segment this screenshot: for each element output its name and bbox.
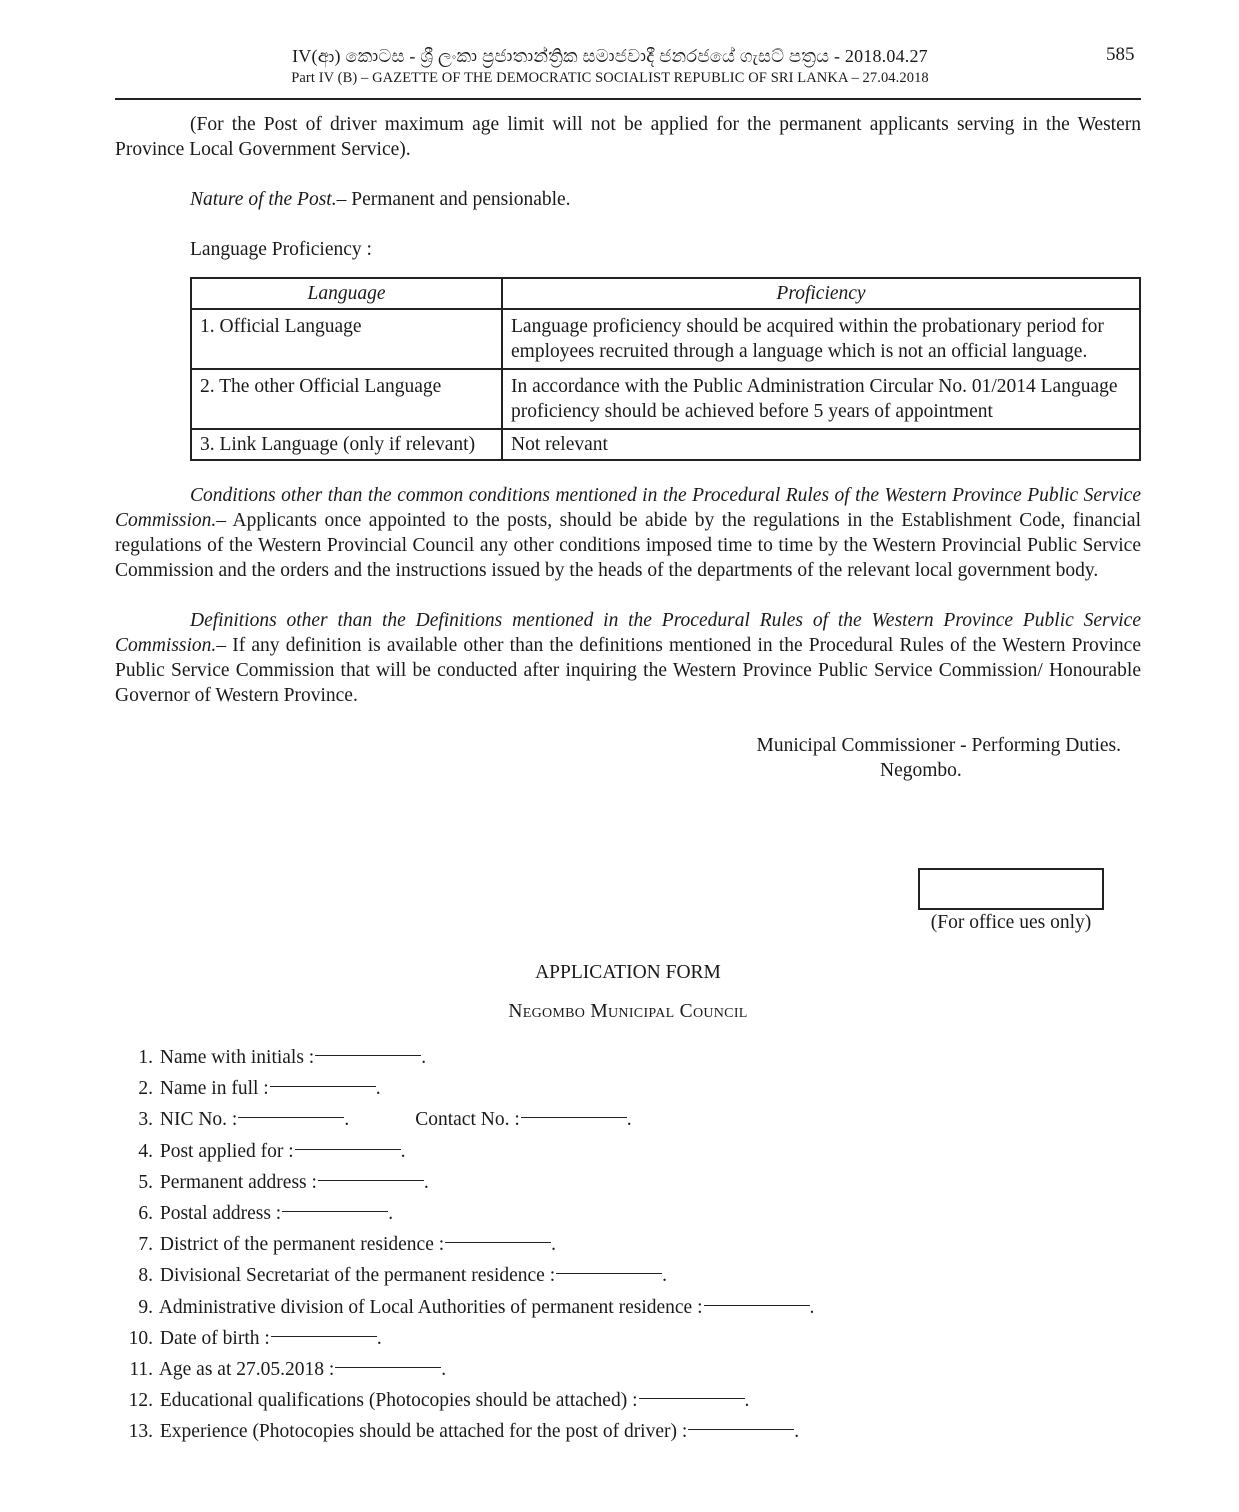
definitions-text: – If any definition is available other than the definitions mentioned in the Procedural Rules of the Western Province Public Service Commission that will be conducted after inquiring the Western Province Public Service Commission/ Honourable Governor of Western Province. bbox=[115, 635, 1141, 706]
header-english-line: Part IV (B) – GAZETTE OF THE DEMOCRATIC SOCIALIST REPUBLIC OF SRI LANKA – 27.04.2018 bbox=[291, 70, 929, 86]
form-item: 7. District of the permanent residence : . bbox=[115, 1232, 1141, 1263]
gazette-header bbox=[0, 0, 1239, 104]
page-number: 585 bbox=[1106, 44, 1135, 65]
fill-in-line bbox=[556, 1273, 662, 1274]
table-header-proficiency: Proficiency bbox=[502, 278, 1140, 309]
form-item: 9. Administrative division of Local Authorities of permanent residence : . bbox=[115, 1295, 1141, 1326]
fill-in-line bbox=[295, 1149, 401, 1150]
form-item: 12. Educational qualifications (Photocopies should be attached) : . bbox=[115, 1388, 1141, 1419]
item-number: 11. bbox=[129, 1358, 153, 1380]
item-number: 6. bbox=[138, 1202, 153, 1224]
definitions-label: Definitions other than the Definitions mentioned in the Procedural Rules of the Western Province Public Service Commission. bbox=[115, 610, 1141, 656]
signature-title: Municipal Commissioner - Performing Duties. bbox=[756, 735, 1121, 756]
table-row bbox=[191, 429, 1140, 460]
item-number: 7. bbox=[138, 1234, 153, 1256]
header-sinhala-line: IV(ආ) කොටස - ශ්‍රී ලංකා ප්‍රජාතාන්ත්‍රික සමාජවාදී ජනරජයේ ගැසට් පත්‍රය - 2018.04.27 bbox=[292, 46, 928, 66]
table-cell-language: 2. The other Official Language bbox=[191, 369, 502, 429]
fill-in-line bbox=[318, 1180, 424, 1181]
application-form-fields bbox=[115, 1045, 1141, 1450]
field-label: Post applied for : bbox=[159, 1140, 294, 1162]
fill-in-line bbox=[688, 1429, 794, 1430]
field-label: Age as at 27.05.2018 : bbox=[158, 1358, 335, 1380]
fill-in-line bbox=[335, 1367, 441, 1368]
table-header-language: Language bbox=[191, 278, 502, 309]
driver-age-paragraph: (For the Post of driver maximum age limit will not be applied for the permanent applicants serving in the Western Province Local Government Service). bbox=[115, 114, 1141, 160]
item-number: 1. bbox=[138, 1047, 153, 1068]
fill-in-line bbox=[270, 1086, 376, 1087]
form-item: 4. Post applied for : . bbox=[115, 1139, 1141, 1170]
fill-in-line bbox=[271, 1336, 377, 1337]
fill-in-line bbox=[445, 1242, 551, 1243]
fill-in-line bbox=[639, 1398, 745, 1399]
field-label: Postal address : bbox=[159, 1202, 282, 1224]
table-cell-proficiency: Not relevant bbox=[502, 429, 1140, 460]
language-proficiency-table bbox=[190, 277, 1141, 461]
nature-label: Nature of the Post. bbox=[190, 189, 337, 210]
field-label: District of the permanent residence : bbox=[159, 1234, 445, 1256]
header-divider bbox=[115, 98, 1141, 100]
item-number: 4. bbox=[138, 1140, 153, 1162]
conditions-text: – Applicants once appointed to the posts, should be abide by the regulations in the Establishment Code, financial regulations of the Western Provincial Council any other conditions imposed time to time by the Western Provincial Public Service Commission and the orders and the instructions issued by the heads of the departments of the relevant local government body. bbox=[115, 510, 1141, 581]
conditions-paragraph bbox=[115, 483, 1141, 583]
office-use-box bbox=[918, 868, 1104, 910]
form-item: 5. Permanent address : . bbox=[115, 1170, 1141, 1201]
language-proficiency-heading: Language Proficiency : bbox=[190, 239, 372, 260]
fill-in-line bbox=[315, 1055, 421, 1056]
item-number: 13. bbox=[128, 1421, 153, 1443]
fill-in-line bbox=[704, 1305, 810, 1306]
table-cell-language: 3. Link Language (only if relevant) bbox=[191, 429, 502, 460]
field-label: Experience (Photocopies should be attached for the post of driver) : bbox=[159, 1421, 688, 1443]
conditions-label: Conditions other than the common conditions mentioned in the Procedural Rules of the Western Province Public Service Commission. bbox=[115, 485, 1141, 531]
table-row bbox=[191, 309, 1140, 369]
item-number: 9. bbox=[138, 1296, 153, 1318]
item-number: 8. bbox=[138, 1265, 153, 1287]
form-item: 13. Experience (Photocopies should be attached for the post of driver) : . bbox=[115, 1419, 1141, 1450]
field-label: Name in full : bbox=[159, 1078, 269, 1100]
signature-location: Negombo. bbox=[880, 760, 962, 781]
form-item: 6. Postal address : . bbox=[115, 1201, 1141, 1232]
application-form-subtitle: Negombo Municipal Council bbox=[508, 1001, 748, 1022]
field-label: Administrative division of Local Authorities of permanent residence : bbox=[158, 1296, 703, 1318]
table-cell-proficiency: Language proficiency should be acquired within the probationary period for employees recruited through a language which is not an official language. bbox=[502, 309, 1140, 369]
page-content bbox=[115, 112, 1141, 783]
contact-label: Contact No. : bbox=[415, 1109, 520, 1131]
form-item: 8. Divisional Secretariat of the permanent residence : . bbox=[115, 1263, 1141, 1294]
table-row bbox=[191, 369, 1140, 429]
table-header-row bbox=[191, 278, 1140, 309]
field-label: Educational qualifications (Photocopies should be attached) : bbox=[159, 1390, 638, 1412]
fill-in-line bbox=[282, 1211, 388, 1212]
item-number: 10. bbox=[128, 1327, 153, 1349]
form-item: 10. Date of birth : . bbox=[115, 1326, 1141, 1357]
application-form-title: APPLICATION FORM bbox=[535, 962, 721, 983]
nature-of-post bbox=[115, 187, 1141, 212]
fill-in-line bbox=[521, 1117, 627, 1118]
field-label: Date of birth : bbox=[159, 1327, 270, 1349]
item-number: 5. bbox=[138, 1171, 153, 1193]
item-number: 2. bbox=[138, 1078, 153, 1100]
item-number: 12. bbox=[128, 1390, 153, 1412]
form-item: 11. Age as at 27.05.2018 : . bbox=[115, 1357, 1141, 1388]
item-number: 3. bbox=[138, 1109, 153, 1131]
field-label: Divisional Secretariat of the permanent residence : bbox=[159, 1265, 556, 1287]
field-label: Permanent address : bbox=[159, 1171, 317, 1193]
fill-in-line bbox=[238, 1117, 344, 1118]
office-use-label: (For office ues only) bbox=[930, 912, 1092, 933]
form-item: 3. NIC No. : . Contact No. : . bbox=[115, 1107, 1141, 1138]
field-label: NIC No. : bbox=[159, 1109, 238, 1131]
definitions-paragraph bbox=[115, 608, 1141, 708]
table-cell-proficiency: In accordance with the Public Administration Circular No. 01/2014 Language proficiency should be achieved before 5 years of appointment bbox=[502, 369, 1140, 429]
form-item: 1. Name with initials : . bbox=[115, 1045, 1141, 1076]
table-cell-language: 1. Official Language bbox=[191, 309, 502, 369]
form-item: 2. Name in full : . bbox=[115, 1076, 1141, 1107]
nature-text: – Permanent and pensionable. bbox=[336, 189, 571, 210]
field-label: Name with initials : bbox=[159, 1047, 315, 1068]
